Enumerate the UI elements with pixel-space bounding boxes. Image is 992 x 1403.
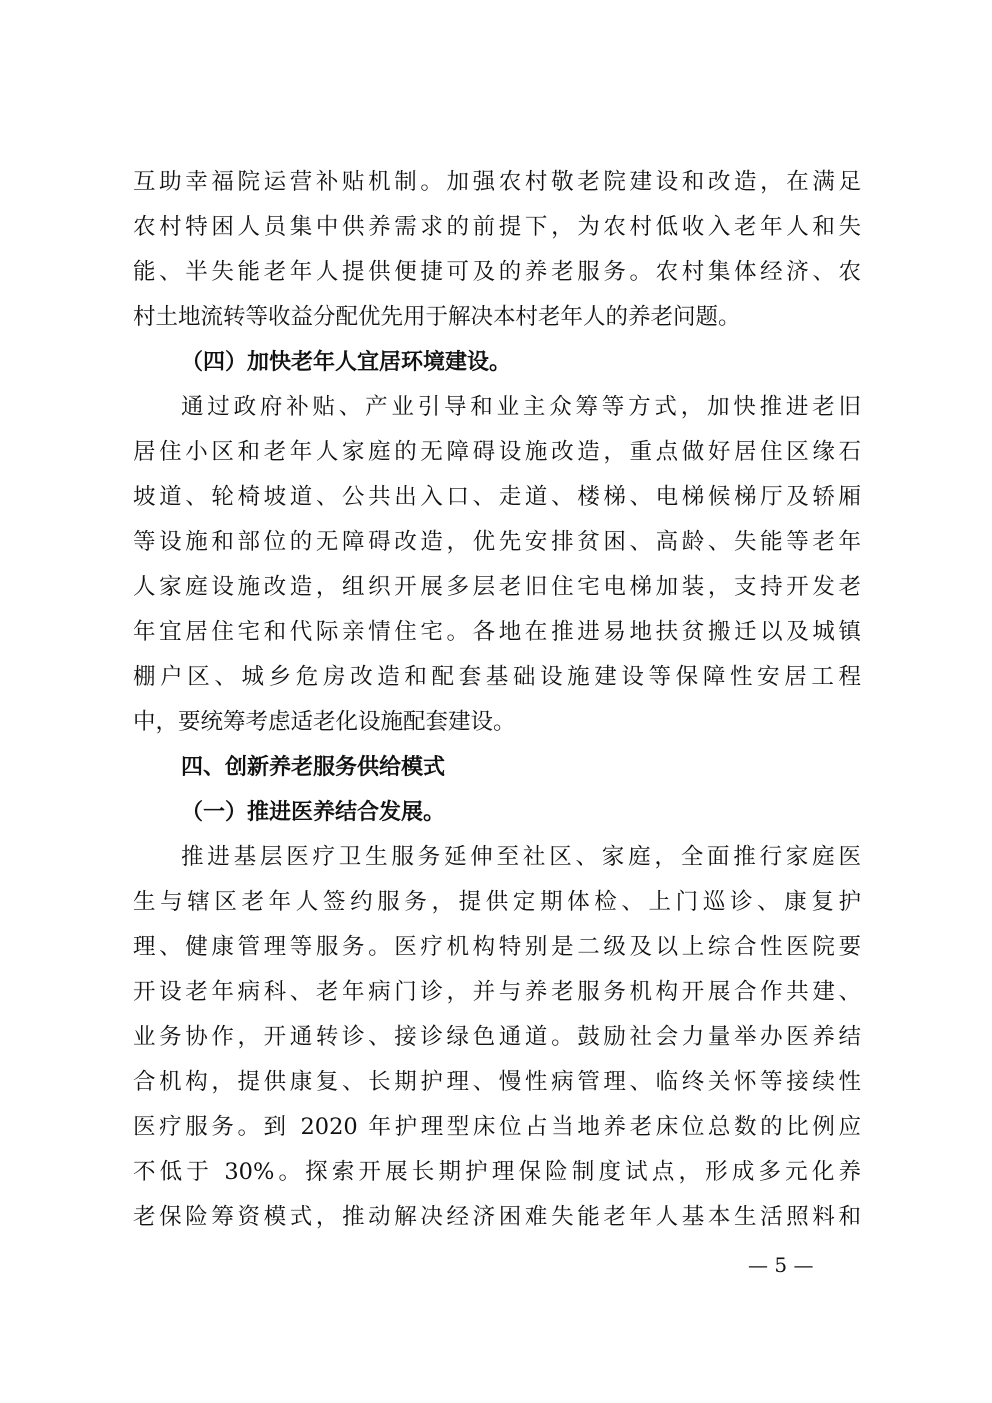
text-line: 生与辖区老年人签约服务，提供定期体检、上门巡诊、康复护 [133,889,861,915]
document-body [133,160,861,1240]
text-line: 不低于 30%。探索开展长期护理保险制度试点，形成多元化养 [133,1159,861,1185]
text-line: 推进基层医疗卫生服务延伸至社区、家庭，全面推行家庭医 [181,844,861,870]
text-line: 棚户区、城乡危房改造和配套基础设施建设等保障性安居工程 [133,664,861,690]
text-line: 合机构，提供康复、长期护理、慢性病管理、临终关怀等接续性 [133,1069,861,1095]
text-line: 农村特困人员集中供养需求的前提下，为农村低收入老年人和失 [133,214,861,240]
paragraph-rural-elderly-care [133,160,861,340]
text-line: 老保险筹资模式，推动解决经济困难失能老年人基本生活照料和 [133,1204,861,1230]
subheading-livable-environment [133,340,861,385]
text-line: 互助幸福院运营补贴机制。加强农村敬老院建设和改造，在满足 [133,169,861,195]
text-line: 年宜居住宅和代际亲情住宅。各地在推进易地扶贫搬迁以及城镇 [133,619,861,645]
subheading-text: （四）加快老年人宜居环境建设。 [181,350,512,375]
text-line: 通过政府补贴、产业引导和业主众筹等方式，加快推进老旧 [181,394,861,420]
text-line: 能、半失能老年人提供便捷可及的养老服务。农村集体经济、农 [133,259,861,285]
text-line: 业务协作，开通转诊、接诊绿色通道。鼓励社会力量举办医养结 [133,1024,861,1050]
paragraph-medical-elderly-integration [133,835,861,1240]
paragraph-barrier-free-renovation [133,385,861,745]
section-heading-text: 四、创新养老服务供给模式 [181,755,446,780]
text-line: 村土地流转等收益分配优先用于解决本村老年人的养老问题。 [133,304,741,330]
section-heading-service-model [133,745,861,790]
text-line: 人家庭设施改造，组织开展多层老旧住宅电梯加装，支持开发老 [133,574,861,600]
subheading-medical-care [133,790,861,835]
text-line: 等设施和部位的无障碍改造，优先安排贫困、高龄、失能等老年 [133,529,861,555]
text-line: 理、健康管理等服务。医疗机构特别是二级及以上综合性医院要 [133,934,861,960]
text-line: 居住小区和老年人家庭的无障碍设施改造，重点做好居住区缘石 [133,439,861,465]
page-number: — 5 — [748,1253,814,1277]
text-line: 医疗服务。到 2020 年护理型床位占当地养老床位总数的比例应 [133,1114,861,1140]
text-line: 中，要统筹考虑适老化设施配套建设。 [133,709,516,735]
text-line: 坡道、轮椅坡道、公共出入口、走道、楼梯、电梯候梯厅及轿厢 [133,484,861,510]
subheading-text: （一）推进医养结合发展。 [181,800,446,825]
text-line: 开设老年病科、老年病门诊，并与养老服务机构开展合作共建、 [133,979,861,1005]
